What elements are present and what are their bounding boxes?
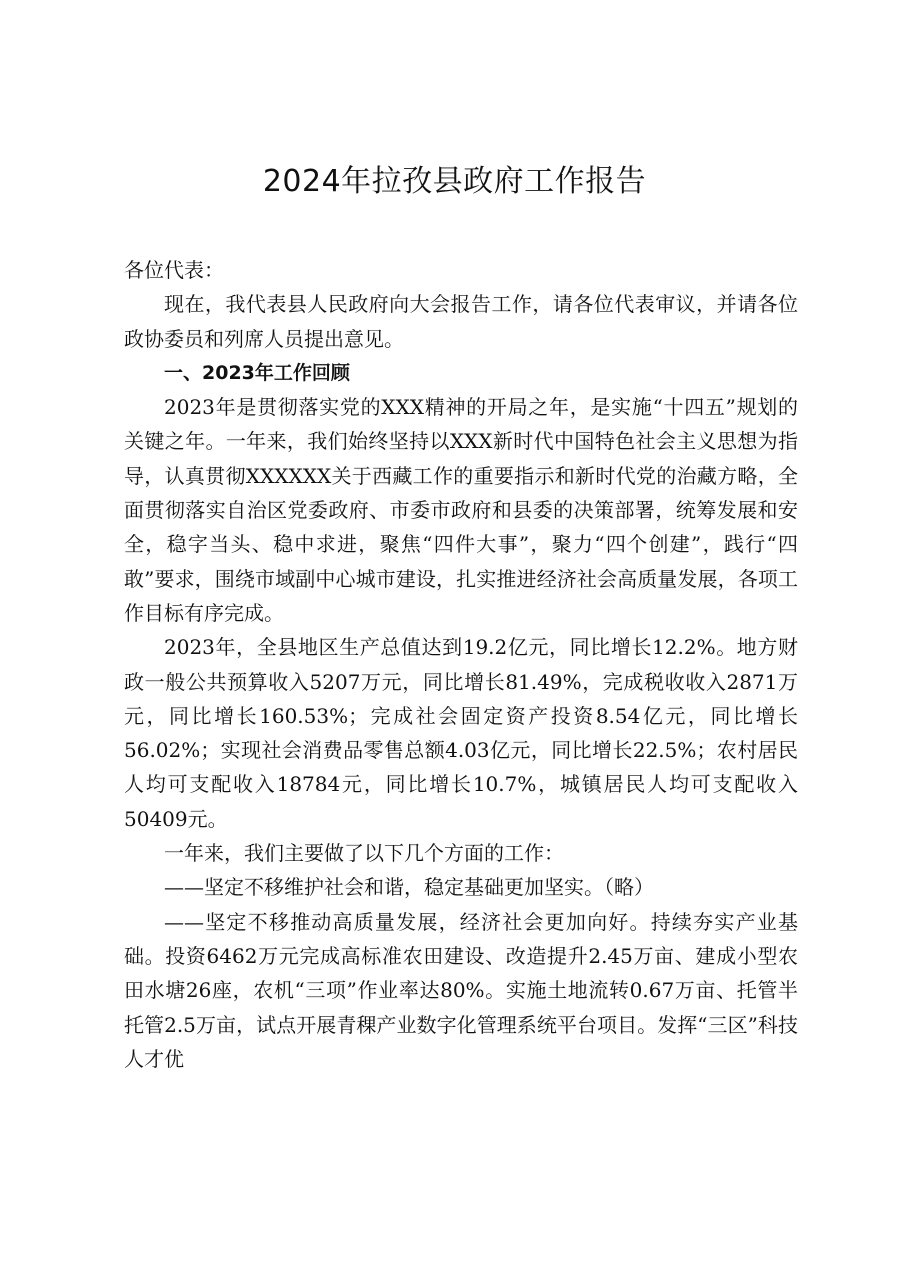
document-title: 2024年拉孜县政府工作报告 — [262, 164, 647, 199]
salutation: 各位代表： — [124, 258, 224, 282]
work-item-stability: ——坚定不移维护社会和谐，稳定基础更加坚实。（略） — [164, 875, 654, 900]
document-body — [124, 253, 798, 1076]
work-intro-paragraph: 一年来，我们主要做了以下几个方面的工作： — [164, 841, 564, 866]
statistics-paragraph: 2023年，全县地区生产总值达到19.2亿元，同比增长12.2%。地方财政一般公共预算收入5207万元，同比增长81.49%，完成税收收入2871万元，同比增长160.53%；完成社会固定资产投资8.54亿元，同比增长56.02%；实现社会消费品零售总额4.03亿元，同比增长22.5%；农村居民人均可支配收入18784元，同比增长10.7%，城镇居民人均可支配收入50409元。 — [124, 635, 798, 831]
work-item-development: ——坚定不移推动高质量发展，经济社会更加向好。持续夯实产业基础。投资6462万元完成高标准农田建设、改造提升2.45万亩、建成小型农田水塘26座，农机“三项”作业率达80%。实施土地流转0.67万亩、托管半托管2.5万亩，试点开展青稞产业数字化管理系统平台项目。发挥“三区”科技人才优 — [124, 909, 798, 1071]
section-heading: 一、2023年工作回顾 — [164, 361, 350, 384]
overview-paragraph: 2023年是贯彻落实党的XXX精神的开局之年，是实施“十四五”规划的关键之年。一年来，我们始终坚持以XXX新时代中国特色社会主义思想为指导，认真贯彻XXXXXX关于西藏工作的重要指示和新时代党的治藏方略，全面贯彻落实自治区党委政府、市委市政府和县委的决策部署，统筹发展和安全，稳字当头、稳中求进，聚焦“四件大事”，聚力“四个创建”，践行“四敢”要求，围绕市域副中心城市建设，扎实推进经济社会高质量发展，各项工作目标有序完成。 — [124, 395, 798, 625]
intro-paragraph: 现在，我代表县人民政府向大会报告工作，请各位代表审议，并请各位政协委员和列席人员提出意见。 — [124, 292, 798, 351]
